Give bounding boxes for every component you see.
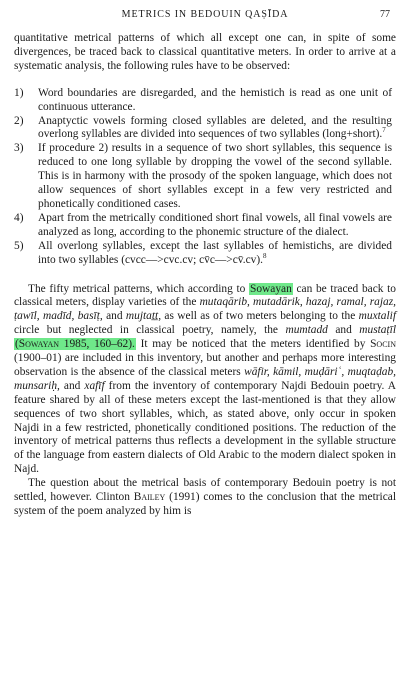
text-run: and (102, 310, 126, 323)
meter-name: xafīf (84, 379, 105, 392)
rule-item (14, 114, 392, 143)
citation-text: (Sowayan 1985, 160–62). (15, 338, 135, 351)
rule-item (14, 211, 392, 240)
body-paragraph-question (14, 477, 396, 519)
highlight-citation (14, 338, 136, 350)
text-run: The question about the metrical basis of contemporary Bedouin poetry is not settled, however. Clinton (14, 477, 396, 504)
rule-number: 4) (14, 211, 24, 224)
running-head (14, 9, 396, 25)
text-run: and (327, 324, 360, 337)
rule-text: Apart from the metrically conditioned short final vowels, all final vowels are analyzed as long, according to the phonemic structure of the dialect. (38, 211, 392, 238)
rule-item (14, 239, 392, 268)
rules-list (14, 87, 396, 268)
text-run: as well as of two meters belonging to the (161, 310, 359, 323)
author-name: Bailey (133, 491, 166, 504)
text-run: It may be noticed that the meters identified by (135, 338, 371, 351)
page-number: 77 (380, 9, 390, 20)
text-run: can be traced back to classical meters, display varieties of the (14, 282, 396, 309)
meter-name: mujtaṯṯ, (125, 310, 162, 323)
circle-name: muxtalif (358, 310, 396, 323)
rule-item (14, 86, 392, 115)
body-paragraph-meters (14, 283, 396, 478)
text-run: circle but neglected in classical poetry, namely, the (14, 324, 286, 337)
rule-number: 5) (14, 239, 24, 252)
text-run: The fifty metrical patterns, which according to (28, 282, 250, 295)
running-title: METRICS IN BEDOUIN QAṢĪDA (121, 9, 289, 20)
rule-text: If procedure 2) results in a sequence of two short syllables, this sequence is reduced to one long syllable by dropping the vowel of the second syllable. This is in harmony with the prosody of the spoken language, which does not allow sequences of short syllables except in a few very restricted and phonetically conditioned cases. (38, 142, 392, 210)
footnote-marker[interactable]: 7 (382, 126, 386, 135)
rule-item (14, 142, 392, 212)
footnote-marker[interactable]: 8 (262, 251, 267, 260)
text-run: and (59, 379, 85, 392)
rule-text: Word boundaries are disregarded, and the hemistich is read as one unit of continuous utterance. (38, 86, 392, 113)
rule-number: 3) (14, 142, 24, 155)
text-run: (1991) comes to the conclusion that the metrical system of the poem analyzed by him is (14, 491, 396, 517)
text-run: from the inventory of contemporary Najdi Bedouin poetry. A feature shared by all of these meters except the last-mentioned is that they allow sequences of two short syllables, which, as stated above, only occur in spoken Najdi in a few restricted, phonetically conditioned positions. The reduction of the inventory of metrical patterns thus reflects a development in the syllable structure of the language from eastern dialects of Old Arabic to the modern dialect spoken in Najd. (14, 379, 396, 476)
rule-number: 1) (14, 86, 24, 99)
meter-name: mustaṭīl (359, 324, 396, 337)
meter-names: wāfir, kāmil, muḍāriʿ, muqtaḍab, munsariḥ, (14, 365, 397, 392)
meter-name: mumtadd (285, 324, 328, 337)
author-name: Socin (370, 338, 396, 351)
rule-number: 2) (14, 114, 24, 127)
meter-names: mutaqārib, mutadārik, hazaj, ramal, rajaz, ṭawīl, madīd, basīṭ, (14, 296, 396, 323)
rule-text: All overlong syllables, except the last syllables of hemistichs, are divided into two syllables (cvcc—>cvc.cv; cv̄c—>cv̄.cv). (38, 239, 392, 266)
rule-text: Anaptyctic vowels forming closed syllables are deleted, and the resulting overlong syllables are divided into sequences of two syllables (long+short). (38, 114, 392, 141)
intro-paragraph: quantitative metrical patterns of which all except one can, in spite of some divergences, be traced back to classical quantitative meters. In order to arrive at a systematic analysis, the following rules have to be observed: (14, 32, 396, 72)
text-run: (1900–01) are included in this inventory, but another and perhaps more interesting observation is the absence of the classical meters (14, 352, 396, 378)
highlight-sowayan: Sowayan (250, 282, 292, 295)
